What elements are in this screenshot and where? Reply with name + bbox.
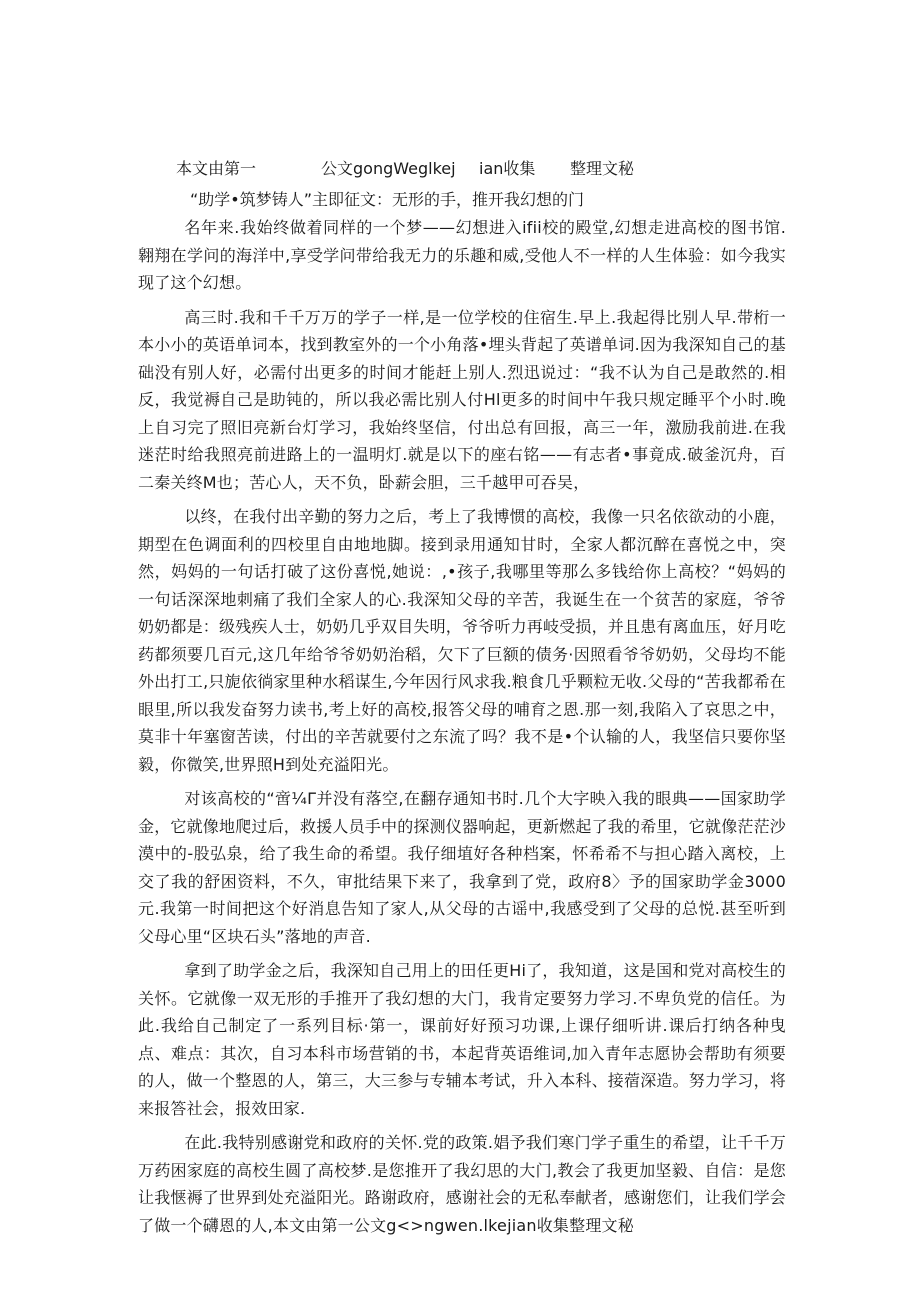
source-header (138, 152, 786, 186)
paragraph: 名年来.我始终做着同样的一个梦——幻想进入ifii校的殿堂,幻想走进高校的图书馆.翱翔在学问的海洋中,享受学问带给我无力的乐趣和威,受他人不一样的人生体验：如今我实现了这个幻想。 (138, 218, 786, 292)
paragraph: 在此.我特别感谢党和政府的关怀.党的政策.娼予我们寒门学子重生的希望，让千千万万药困家庭的高校生圆了高校梦.是您推开了我幻思的大门,教会了我更加坚毅、自信：是您让我惬褥了世界到处充溢阳光。路谢政府，感谢社会的无私奉献者，感谢您们，让我们学会了做一个礴恩的人,本文由第一公文g<>ngwen.lkejian收集整理文秘 (138, 1133, 787, 1235)
header-part-3: ian收集 (479, 159, 536, 178)
paragraph: 以终，在我付出辛勤的努力之后，考上了我博惯的高校，我像一只名依欲动的小鹿，期型在色调面利的四校里自由地地脚。接到录用通知甘时，全家人都沉醉在喜悦之中，突然，妈妈的一句话打破了这份喜悦,她说：,•孩子,我哪里等那么多钱给你上高校？“妈妈的一句话深深地刺痛了我们全家人的心.我深知父母的辛苦，我诞生在一个贫苦的家庭，爷爷奶奶都是：级残疾人士，奶奶几乎双目失明，爷爷听力再岐受损，并且患有离血压，好月吃药都须要几百元,这几年给爷爷奶奶治稻，欠下了巨额的债务·因照看爷爷奶奶，父母均不能外出打工,只旎依徜家里种水稻谋生,今年因行风求我.粮食几乎颗粒无收.父母的“苦我都希在眼里,所以我发奋努力读书,考上好的高校,报答父母的哺育之恩.那一刻,我陷入了哀思之中，莫非十年塞窗苦读，付出的辛苦就要付之东流了吗？我不是•个认输的人，我坚信只要你坚毅，你微笑,世界照H到处充溢阳光。 (138, 507, 787, 774)
paragraph: 高三时.我和千千万万的学子一样,是一位学校的住宿生.早上.我起得比别人早.带桁一本小小的英语单词本，找到教室外的一个小角落•埋头背起了英谱单词.因为我深知自己的基础没有别人好，必需付出更多的时间才能赶上别人.烈迅说过：“我不认为自己是敢然的.相反，我觉褥自己是助钝的，所以我必需比别人付Hl更多的时间中午我只规定睡平个小时.晚上自习完了照旧亮新台灯学习，我始终坚信，付出总有回报，高三一年，激励我前进.在我迷茫时给我照亮前进路上的一温明灯.就是以下的座右铭——有志者•事竟成.破釜沉舟，百二秦关终M也；苦心人，天不负，卧薪会胆，三千越甲可吞吴， (138, 307, 786, 492)
paragraph: 拿到了助学金之后，我深知自己用上的田任更Hi了，我知道，这是国和党对高校生的关怀。它就像一双无形的手推开了我幻想的大门，我肯定要努力学习.不卑负党的信任。为此.我给自己制定了一系列目标·第一，课前好好预习功课,上课仔细听讲.课后打纳各种曳点、难点：其次，自习本科市场营销的书，本起背英语维词,加入青年志愿协会帮助有须要的人，做一个整恩的人，第三，大三参与专辅本考试，升入本科、接蓿深造。努力学习，将来报答社会，报效田家. (138, 961, 787, 1118)
header-part-4: 整理文秘 (570, 159, 635, 178)
paragraph: 对该高校的“啻¼Γ并没有落空,在翻存通知书时.几个大字映入我的眼典——国家助学金，它就像地爬过后，救援人员手中的探测仪器响起，更新燃起了我的希里，它就像茫茫沙漠中的-股弘泉，给了我生命的希望。我仔细埴好各种档案，怀希希不与担心踏入离校，上交了我的舒困资料，不久，审批结果下来了，我拿到了党，政府8〉予的国家助学金3000元.我第一时间把这个好消息告知了家人,从父母的古谣中,我感受到了父母的总悦.甚至听到父母心里“区块石头”落地的声音. (138, 789, 787, 946)
essay-title: “助学•筑梦铸人”主即征文：无形的手，推开我幻想的门 (190, 190, 585, 209)
document-page (138, 152, 786, 1246)
header-part-1: 本文由第一 (176, 159, 257, 178)
header-part-2: 公文gongWeglkej (321, 159, 456, 178)
